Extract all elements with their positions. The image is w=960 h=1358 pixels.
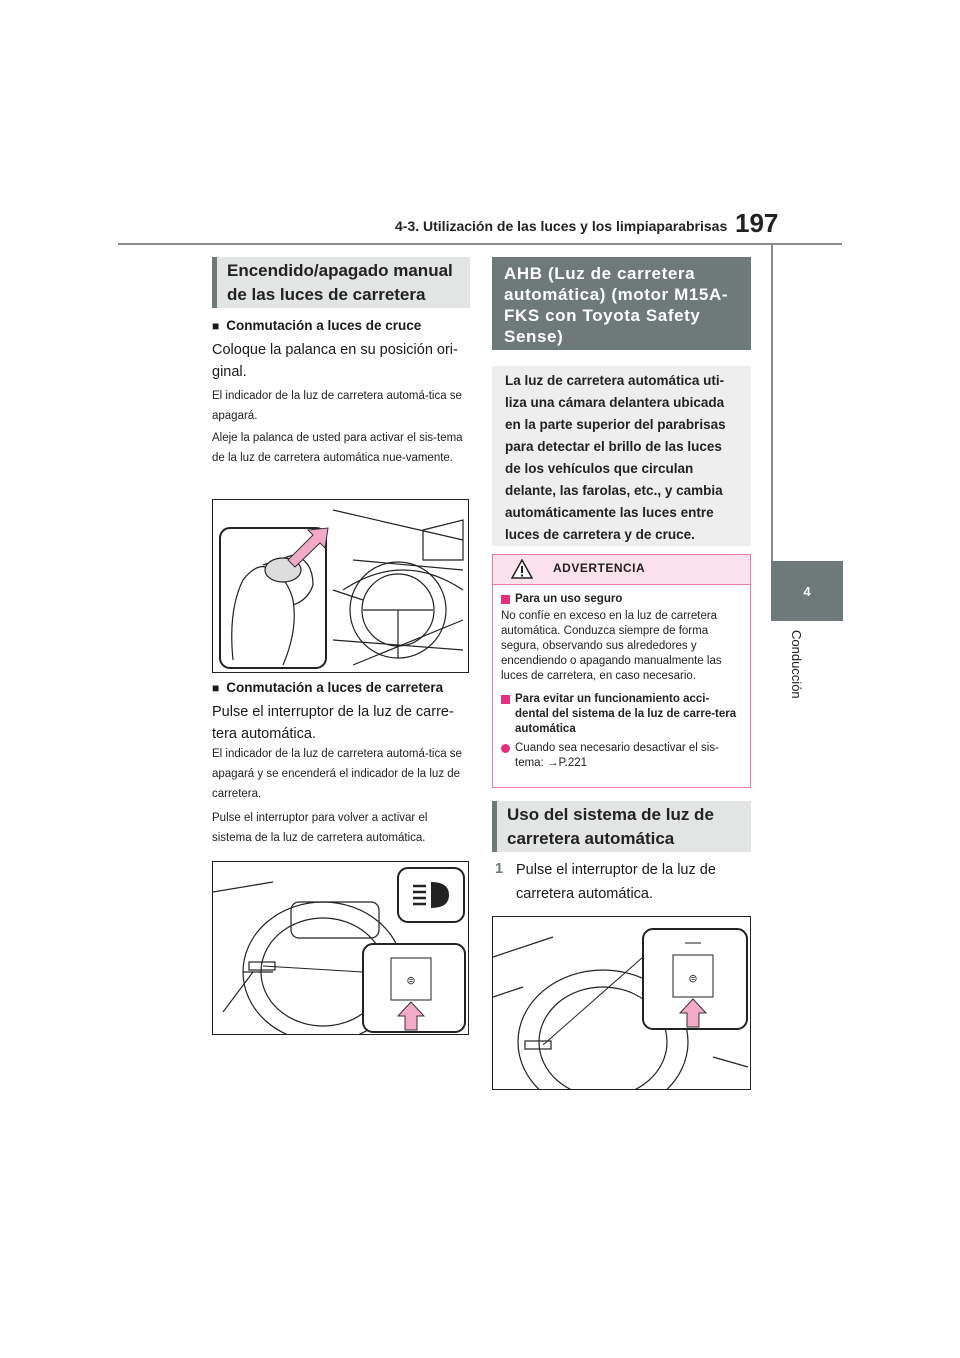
low-beam-note-1: El indicador de la luz de carretera automá-tica se apagará. [212,390,462,422]
chapter-tab[interactable] [771,561,843,621]
ahb-switch-illustration [493,917,750,1089]
intro-text: La luz de carretera automática uti-liza una cámara delantera ubicada en la parte superior del parabrisas para detectar el brillo de las luces de los vehículos que circulan delante, las farolas, etc., y cambia automáticamente las luces entre luces de carretera y de cruce. [505,373,726,542]
section-title: 4-3. Utilización de las luces y los limpiaparabrisas [395,218,728,234]
figure-ahb-switch [492,916,751,1090]
low-beam-note-2: Aleje la palanca de usted para activar el sis-tema de la luz de carretera automática nue-vamente. [212,432,463,464]
step-number: 1 [495,861,504,877]
warning-item-2-text [501,741,741,771]
warning-item-1-text: No confíe en exceso en la luz de carretera automática. Conduzca siempre de forma segura, observando sus alrededores y encendiendo o apagando manualmente las luces de carretera, en caso necesario. [501,610,722,682]
warning-header [493,555,750,585]
warning-box [492,554,751,788]
dash-switch-illustration [213,862,468,1034]
chapter-label: Conducción [789,630,804,699]
left-heading: Encendido/apagado manual de las luces de carretera [212,257,470,308]
low-beam-instruction: Coloque la palanca en su posición ori-ginal. [212,342,458,380]
lever-illustration [213,500,468,672]
right-heading: AHB (Luz de carretera automática) (motor M15A-FKS con Toyota Safety Sense) [492,257,751,350]
intro-box [492,366,751,546]
figure-dash-switch [212,861,469,1035]
warning-body [493,585,750,771]
reference-arrow: → [546,757,559,769]
svg-text:⊜: ⊜ [688,972,698,985]
figure-lever [212,499,469,673]
high-beam-note-2: Pulse el interruptor para volver a activar el sistema de la luz de carretera automática. [212,812,428,844]
chapter-label-wrap [764,630,822,710]
high-beam-instruction: Pulse el interruptor de la luz de carre-tera automática. [212,704,454,742]
subheading-low-beam: ■ Conmutación a luces de cruce [212,318,421,333]
svg-text:⊜: ⊜ [406,974,416,987]
right-heading-2: Uso del sistema de luz de carretera automática [492,801,751,852]
warning-item-1-title: Para un uso seguro [501,592,741,607]
tab-rule [771,243,773,561]
step-text: Pulse el interruptor de la luz de carretera automática. [516,862,716,902]
page-number: 197 [735,208,779,238]
warning-item-2-body: Cuando sea necesario desactivar el sis-tema: [515,742,719,769]
page-reference-link[interactable]: P.221 [558,757,588,769]
warning-item-2-title: Para evitar un funcionamiento acci-dental del sistema de la luz de carre-tera automática [501,692,741,737]
warning-icon [511,559,533,579]
high-beam-note-1: El indicador de la luz de carretera automá-tica se apagará y se encenderá el indicador de la luz de carretera. [212,748,462,800]
chapter-number: 4 [803,583,811,599]
warning-title: ADVERTENCIA [553,561,646,575]
header-rule [118,243,842,245]
subheading-high-beam: ■ Conmutación a luces de carretera [212,680,443,695]
